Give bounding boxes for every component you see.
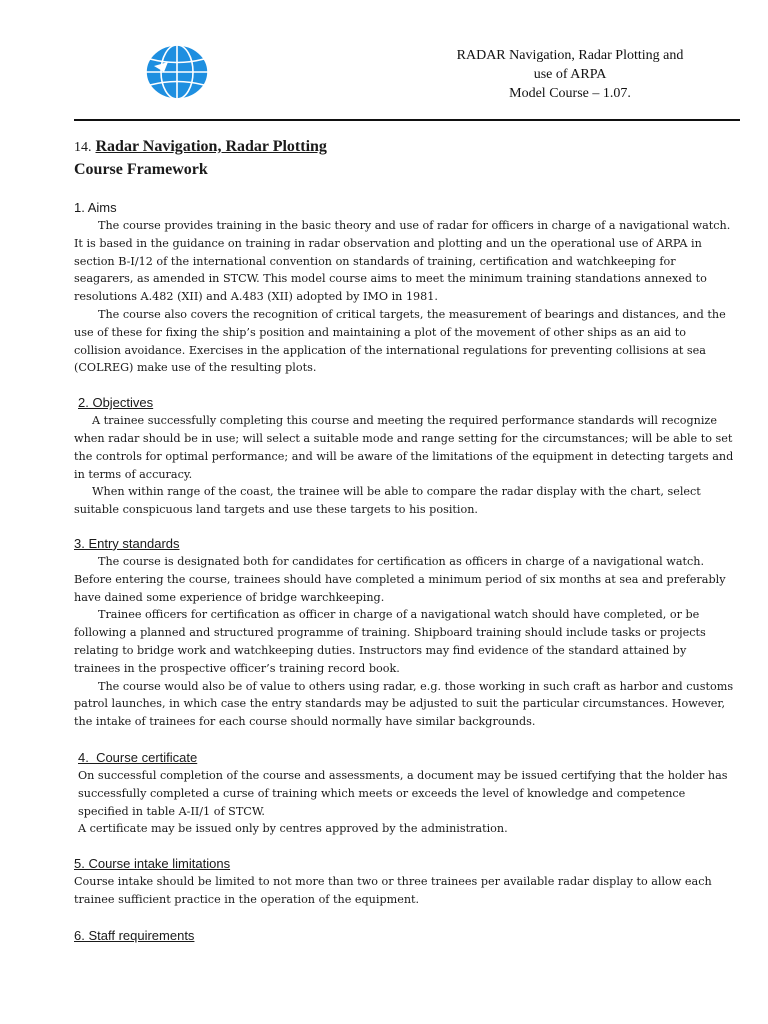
aims-paragraph-1: The course provides training in the basic theory and use of radar for officers in charge of a navigational watch. It is based in the guidance on training in radar observation and plotting and un the operational use of ARPA in section B-I/12 of the international convention on standards of training, certification and watchkeeping for seagarers, as amended in STCW. This model course aims to meet the minimum training standations annexed to resolutions A.482 (XII) and A.483 (XII) adopted by IMO in 1981. <box>74 219 731 304</box>
certificate-paragraph-1: On successful completion of the course and assessments, a document may be issued certifying that the holder has successfully completed a curse of training which meets or exceeds the level of knowledge and competence specified in table A-II/1 of STCW. <box>78 768 728 818</box>
header-line-1: RADAR Navigation, Radar Plotting and <box>456 48 684 63</box>
globe-logo-icon <box>144 44 210 100</box>
section-heading-entry-standards <box>74 535 734 553</box>
header-divider <box>74 119 740 121</box>
entry-paragraph-3: The course would also be of value to others using radar, e.g. those working in such craft as harbor and customs patrol launches, in which case the entry standards may be adjusted to suit the particular circumstances. However, the intake of trainees for each course should normally have similar backgrounds. <box>74 679 734 729</box>
staff-heading-text: 6. Staff requirements <box>74 927 195 943</box>
header-line-3: Model Course – 1.07. <box>509 86 631 101</box>
certificate-paragraph-2: A certificate may be issued only by centres approved by the administration. <box>78 822 508 836</box>
objectives-paragraph-1: A trainee successfully completing this course and meeting the required performance standards will recognize when radar should be in use; will select a suitable mode and range setting for the circumstances; will be able to set the controls for optimal performance; and will be aware of the limitations of the equipment in detecting targets and in terms of accuracy. <box>74 414 734 481</box>
intake-heading-text: 5. Course intake limitations <box>74 856 231 872</box>
intake-paragraph-1: Course intake should be limited to not more than two or three trainees per available radar display to allow each trainee sufficient practice in the operation of the equipment. <box>74 875 712 906</box>
document-body <box>74 136 734 945</box>
document-header <box>420 46 720 103</box>
certificate-heading-text: 4. Course certificate <box>78 749 198 765</box>
objectives-paragraph-2: When within range of the coast, the trainee will be able to compare the radar display with the chart, select suitable conspicuous land targets and use these targets to his position. <box>74 485 701 517</box>
entry-heading-text: 3. Entry standards <box>74 535 180 551</box>
header-line-2: use of ARPA <box>533 67 607 82</box>
title-text: Radar Navigation, Radar Plotting <box>95 138 327 155</box>
entry-paragraph-1: The course is designated both for candidates for certification as officers in charge of a navigational watch. Before entering the course, trainees should have completed a minimum period of six months at sea and preferably have dained some experience of bridge warchkeeping. <box>74 554 726 604</box>
section-heading-aims: 1. Aims <box>74 200 117 215</box>
section-heading-course-certificate <box>74 749 734 767</box>
section-heading-intake-limitations <box>74 855 734 873</box>
page-title <box>74 136 734 159</box>
section-heading-staff-requirements <box>74 927 734 945</box>
aims-paragraph-2: The course also covers the recognition of critical targets, the measurement of bearings and distances, and the use of these for fixing the ship’s position and maintaining a plot of the movement of other ships as an aid to collision avoidance. Exercises in the application of the international regulations for preventing collisions at sea (COLREG) make use of the resulting plots. <box>74 307 726 375</box>
section-heading-objectives <box>74 394 734 412</box>
page-subtitle: Course Framework <box>74 161 208 178</box>
title-number: 14. <box>74 140 92 155</box>
objectives-heading-text: 2. Objectives <box>78 395 154 411</box>
entry-paragraph-2: Trainee officers for certification as officer in charge of a navigational watch should have completed, or be following a planned and structured programme of training. Shipboard training should include tasks or projects relating to bridge work and watchkeeping duties. Instructors may find evidence of the standard attained by trainees in the prospective officer’s training record book. <box>74 608 706 675</box>
